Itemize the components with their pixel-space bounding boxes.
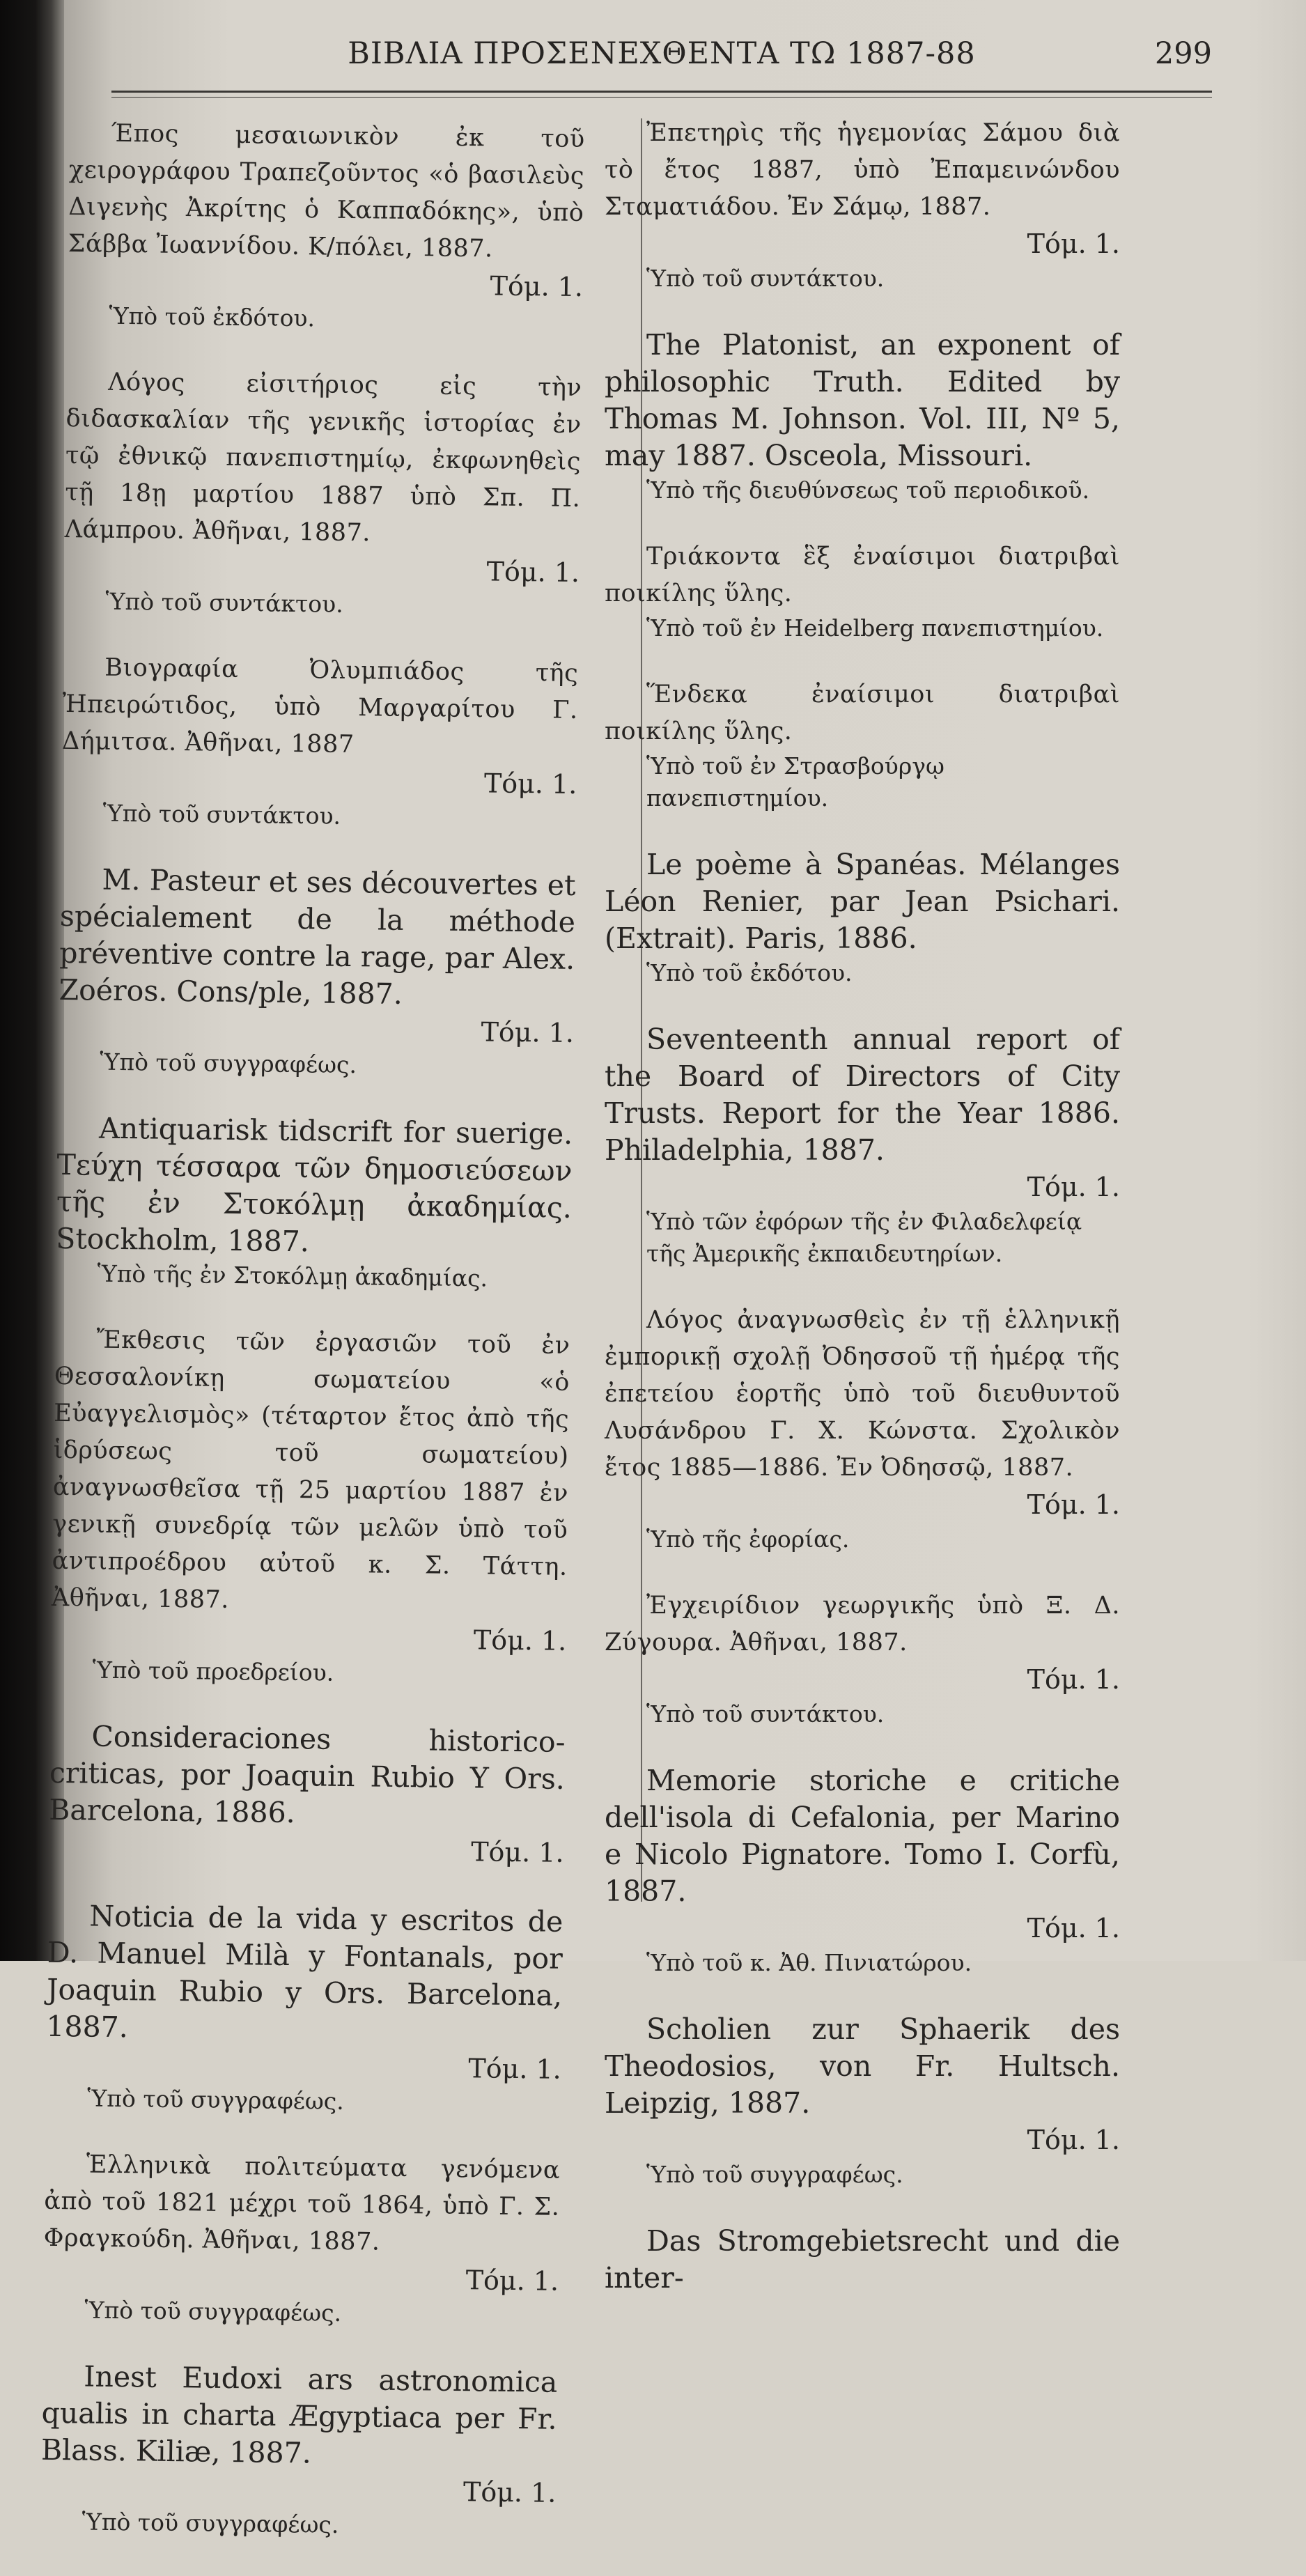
entry-volume: Τόμ. 1. xyxy=(486,556,580,588)
entry-donor: Ὑπὸ τοῦ ἐκδότου. xyxy=(646,959,853,986)
entry-donor: Ὑπὸ τοῦ ἐν Στρασβούργῳ πανεπιστημίου. xyxy=(646,752,944,812)
page-number: 299 xyxy=(1154,36,1212,71)
entry-title: M. Pasteur et ses découvertes et spécialement de la méthode préventive contre la rage, par Alex. Zoéros. Cons/ple, 1887. xyxy=(59,862,576,1011)
catalog-entry xyxy=(61,649,578,835)
entry-donor: Ὑπὸ τῆς ἐν Στοκόλμῃ ἀκαδημίας. xyxy=(97,1259,488,1292)
entry-donor: Ὑπὸ τοῦ συγγραφέως. xyxy=(84,2296,342,2327)
left-column xyxy=(40,115,585,2576)
entry-title: Noticia de la vida y escritos de D. Manuel Milà y Fontanals, por Joaquin Rubio y Ors. Barcelona, 1887. xyxy=(46,1899,563,2044)
entry-title: Ἑλληνικὰ πολιτεύματα γενόμενα ἀπὸ τοῦ 1821 μέχρι τοῦ 1864, ὑπὸ Γ. Σ. Φραγκούδη. Ἀθῆναι, 1887. xyxy=(43,2150,561,2256)
running-title: ΒΙΒΛΙΑ ΠΡΟΣΕΝΕΧΘΕΝΤΑ ΤΩ 1887-88 xyxy=(348,36,976,71)
catalog-entry xyxy=(63,364,582,623)
right-column xyxy=(605,115,1120,2329)
entry-donor: Ὑπὸ τοῦ συντάκτου. xyxy=(105,587,343,618)
entry-donor: Ὑπὸ τοῦ συγγραφέως. xyxy=(86,2084,345,2116)
catalog-entry xyxy=(605,327,1120,506)
entry-donor: Ὑπὸ τῶν ἐφόρων τῆς ἐν Φιλαδελφείᾳ τῆς Ἀμερικῆς ἐκπαιδευτηρίων. xyxy=(646,1208,1082,1267)
entry-title: Scholien zur Sphaerik des Theodosios, von Fr. Hultsch. Leipzig, 1887. xyxy=(605,2012,1120,2120)
entry-title: Le poème à Spanéas. Mélanges Léon Renier, par Jean Psichari. (Extrait). Paris, 1886. xyxy=(605,848,1120,955)
catalog-entry xyxy=(48,1718,566,1872)
entry-donor: Ὑπὸ τοῦ ἐκδότου. xyxy=(109,302,316,332)
entry-volume: Τόμ. 1. xyxy=(1027,2125,1120,2155)
entry-title: Λόγος ἀναγνωσθεὶς ἐν τῇ ἑλληνικῇ ἐμπορικῇ σχολῇ Ὀδησσοῦ τῇ ἡμέρᾳ τῆς ἐπετείου ἑορτῆς ὑπὸ τοῦ διευθυντοῦ Λυσάνδρου Γ. Χ. Κώνστα. Σχολικὸν ἔτος 1885—1886. Ἐν Ὀδησσῷ, 1887. xyxy=(605,1306,1120,1482)
catalog-entry xyxy=(605,1302,1120,1555)
entry-volume: Τόμ. 1. xyxy=(1027,1489,1120,1520)
entry-volume: Τόμ. 1. xyxy=(473,1624,567,1656)
entry-title: Ἐπετηρὶς τῆς ἡγεμονίας Σάμου διὰ τὸ ἔτος 1887, ὑπὸ Ἐπαμεινώνδου Σταματιάδου. Ἐν Σάμῳ, 1887. xyxy=(605,119,1120,221)
catalog-entry xyxy=(55,1110,573,1296)
catalog-entry xyxy=(605,2011,1120,2191)
entry-volume: Τόμ. 1. xyxy=(468,2053,562,2085)
entry-donor: Ὑπὸ τοῦ συγγραφέως. xyxy=(100,1048,357,1079)
entry-volume: Τόμ. 1. xyxy=(1027,1913,1120,1943)
entry-title: Seventeenth annual report of the Board of Directors of City Trusts. Report for the Year 1886. Philadelphia, 1887. xyxy=(605,1023,1120,1167)
entry-title: Antiquarisk tidscrift for suerige. Τεύχη τέσσαρα τῶν δημοσιεύσεων τῆς ἐν Στοκόλμῃ ἀκαδημίας. Stockholm, 1887. xyxy=(56,1111,573,1259)
entry-donor: Ὑπὸ τοῦ συντάκτου. xyxy=(646,1700,885,1728)
entry-volume: Τόμ. 1. xyxy=(481,1016,575,1048)
catalog-entry xyxy=(45,1898,563,2120)
entry-title: Λόγος εἰσιτήριος εἰς τὴν διδασκαλίαν τῆς γενικῆς ἱστορίας ἐν τῷ ἐθνικῷ πανεπιστημίῳ, ἐκφωνηθεὶς τῇ 18ῃ μαρτίου 1887 ὑπὸ Σπ. Π. Λάμπρου. Ἀθῆναι, 1887. xyxy=(64,368,582,548)
entry-title: Memorie storiche e critiche dell'isola di Cefalonia, per Marino e Nicolo Pignatore. Tomo I. Corfù, 1887. xyxy=(605,1764,1120,1908)
entry-donor: Ὑπὸ τῆς ἐφορίας. xyxy=(646,1526,850,1553)
entry-title: Βιογραφία Ὀλυμπιάδος τῆς Ἠπειρώτιδος, ὑπὸ Μαργαρίτου Γ. Δήμιτσα. Ἀθῆναι, 1887 xyxy=(61,653,579,759)
entry-title: Έπος μεσαιωνικὸν ἐκ τοῦ χειρογράφου Τραπεζοῦντος «ὁ βασιλεὺς Διγενὴς Ἀκρίτης ὁ Καππαδόκης», ὑπὸ Σάββα Ἰωαννίδου. Κ/πόλει, 1887. xyxy=(68,119,585,263)
entry-donor: Ὑπὸ τοῦ συντάκτου. xyxy=(102,799,341,830)
catalog-entry xyxy=(50,1321,570,1692)
catalog-entry xyxy=(605,2223,1120,2297)
catalog-entry xyxy=(67,115,585,338)
entry-donor: Ὑπὸ τοῦ ἐν Heidelberg πανεπιστημίου. xyxy=(646,614,1104,642)
page-header xyxy=(279,36,1212,78)
catalog-entry xyxy=(605,1762,1120,1979)
entry-title: The Platonist, an exponent of philosophic Truth. Edited by Thomas M. Johnson. Vol. III, Nº 5, may 1887. Osceola, Missouri. xyxy=(605,328,1120,472)
catalog-entry xyxy=(605,1021,1120,1270)
entry-title: Consideraciones historico-criticas, por Joaquin Rubio Y Ors. Barcelona, 1886. xyxy=(48,1719,566,1830)
entry-title: Ἐγχειρίδιον γεωργικῆς ὑπὸ Ξ. Δ. Ζύγουρα. Ἀθῆναι, 1887. xyxy=(605,1592,1120,1656)
entry-volume: Τόμ. 1. xyxy=(465,2265,559,2297)
entry-title: Ἔκθεσις τῶν ἐργασιῶν τοῦ ἐν Θεσσαλονίκῃ σωματείου «ὁ Εὐαγγελισμὸς» (τέταρτον ἔτος ἀπὸ τῆς ἱδρύσεως τοῦ σωματείου) ἀναγνωσθεῖσα τῇ 25 μαρτίου 1887 ἐν γενικῇ συνεδρίᾳ τῶν μελῶν ὑπὸ τοῦ ἀντιπροέδρου αὐτοῦ κ. Σ. Τάττη. Ἀθῆναι, 1887. xyxy=(51,1326,570,1614)
entry-volume: Τόμ. 1. xyxy=(1027,228,1120,259)
entry-volume: Τόμ. 1. xyxy=(462,2476,557,2508)
catalog-entry xyxy=(605,538,1120,644)
entry-volume: Τόμ. 1. xyxy=(470,1836,564,1868)
catalog-entry xyxy=(42,2146,560,2332)
catalog-entry xyxy=(58,861,576,1084)
entry-donor: Ὑπὸ τοῦ συγγραφέως. xyxy=(646,2161,903,2188)
entry-volume: Τόμ. 1. xyxy=(1027,1664,1120,1695)
entry-donor: Ὑπὸ τοῦ κ. Ἀθ. Πινιατώρου. xyxy=(646,1949,972,1976)
catalog-entry xyxy=(605,115,1120,295)
entry-title: Inest Eudoxi ars astronomica qualis in charta Ægyptiaca per Fr. Blass. Kiliæ, 1887. xyxy=(40,2359,558,2470)
entry-donor: Ὑπὸ τοῦ συντάκτου. xyxy=(646,265,885,292)
entry-volume: Τόμ. 1. xyxy=(483,768,577,800)
catalog-entry xyxy=(40,2358,558,2544)
entry-title: Ἕνδεκα ἐναίσιμοι διατριβαὶ ποικίλης ὕλης. xyxy=(605,681,1120,745)
entry-donor: Ὑπὸ τοῦ συγγραφέως. xyxy=(81,2508,339,2538)
entry-title: Τριάκοντα ἓξ ἐναίσιμοι διατριβαὶ ποικίλης ὕλης. xyxy=(605,543,1120,607)
entry-title: Das Stromgebietsrecht und die inter- xyxy=(605,2224,1120,2295)
header-rule-thin xyxy=(111,97,1212,98)
catalog-entry xyxy=(605,846,1120,989)
catalog-entry xyxy=(605,1588,1120,1730)
header-rule xyxy=(111,91,1212,93)
entry-donor: Ὑπὸ τοῦ προεδρείου. xyxy=(92,1656,334,1686)
catalog-entry xyxy=(605,676,1120,814)
entry-volume: Τόμ. 1. xyxy=(1027,1172,1120,1202)
entry-donor: Ὑπὸ τῆς διευθύνσεως τοῦ περιοδικοῦ. xyxy=(646,476,1090,504)
entry-volume: Τόμ. 1. xyxy=(490,270,584,303)
